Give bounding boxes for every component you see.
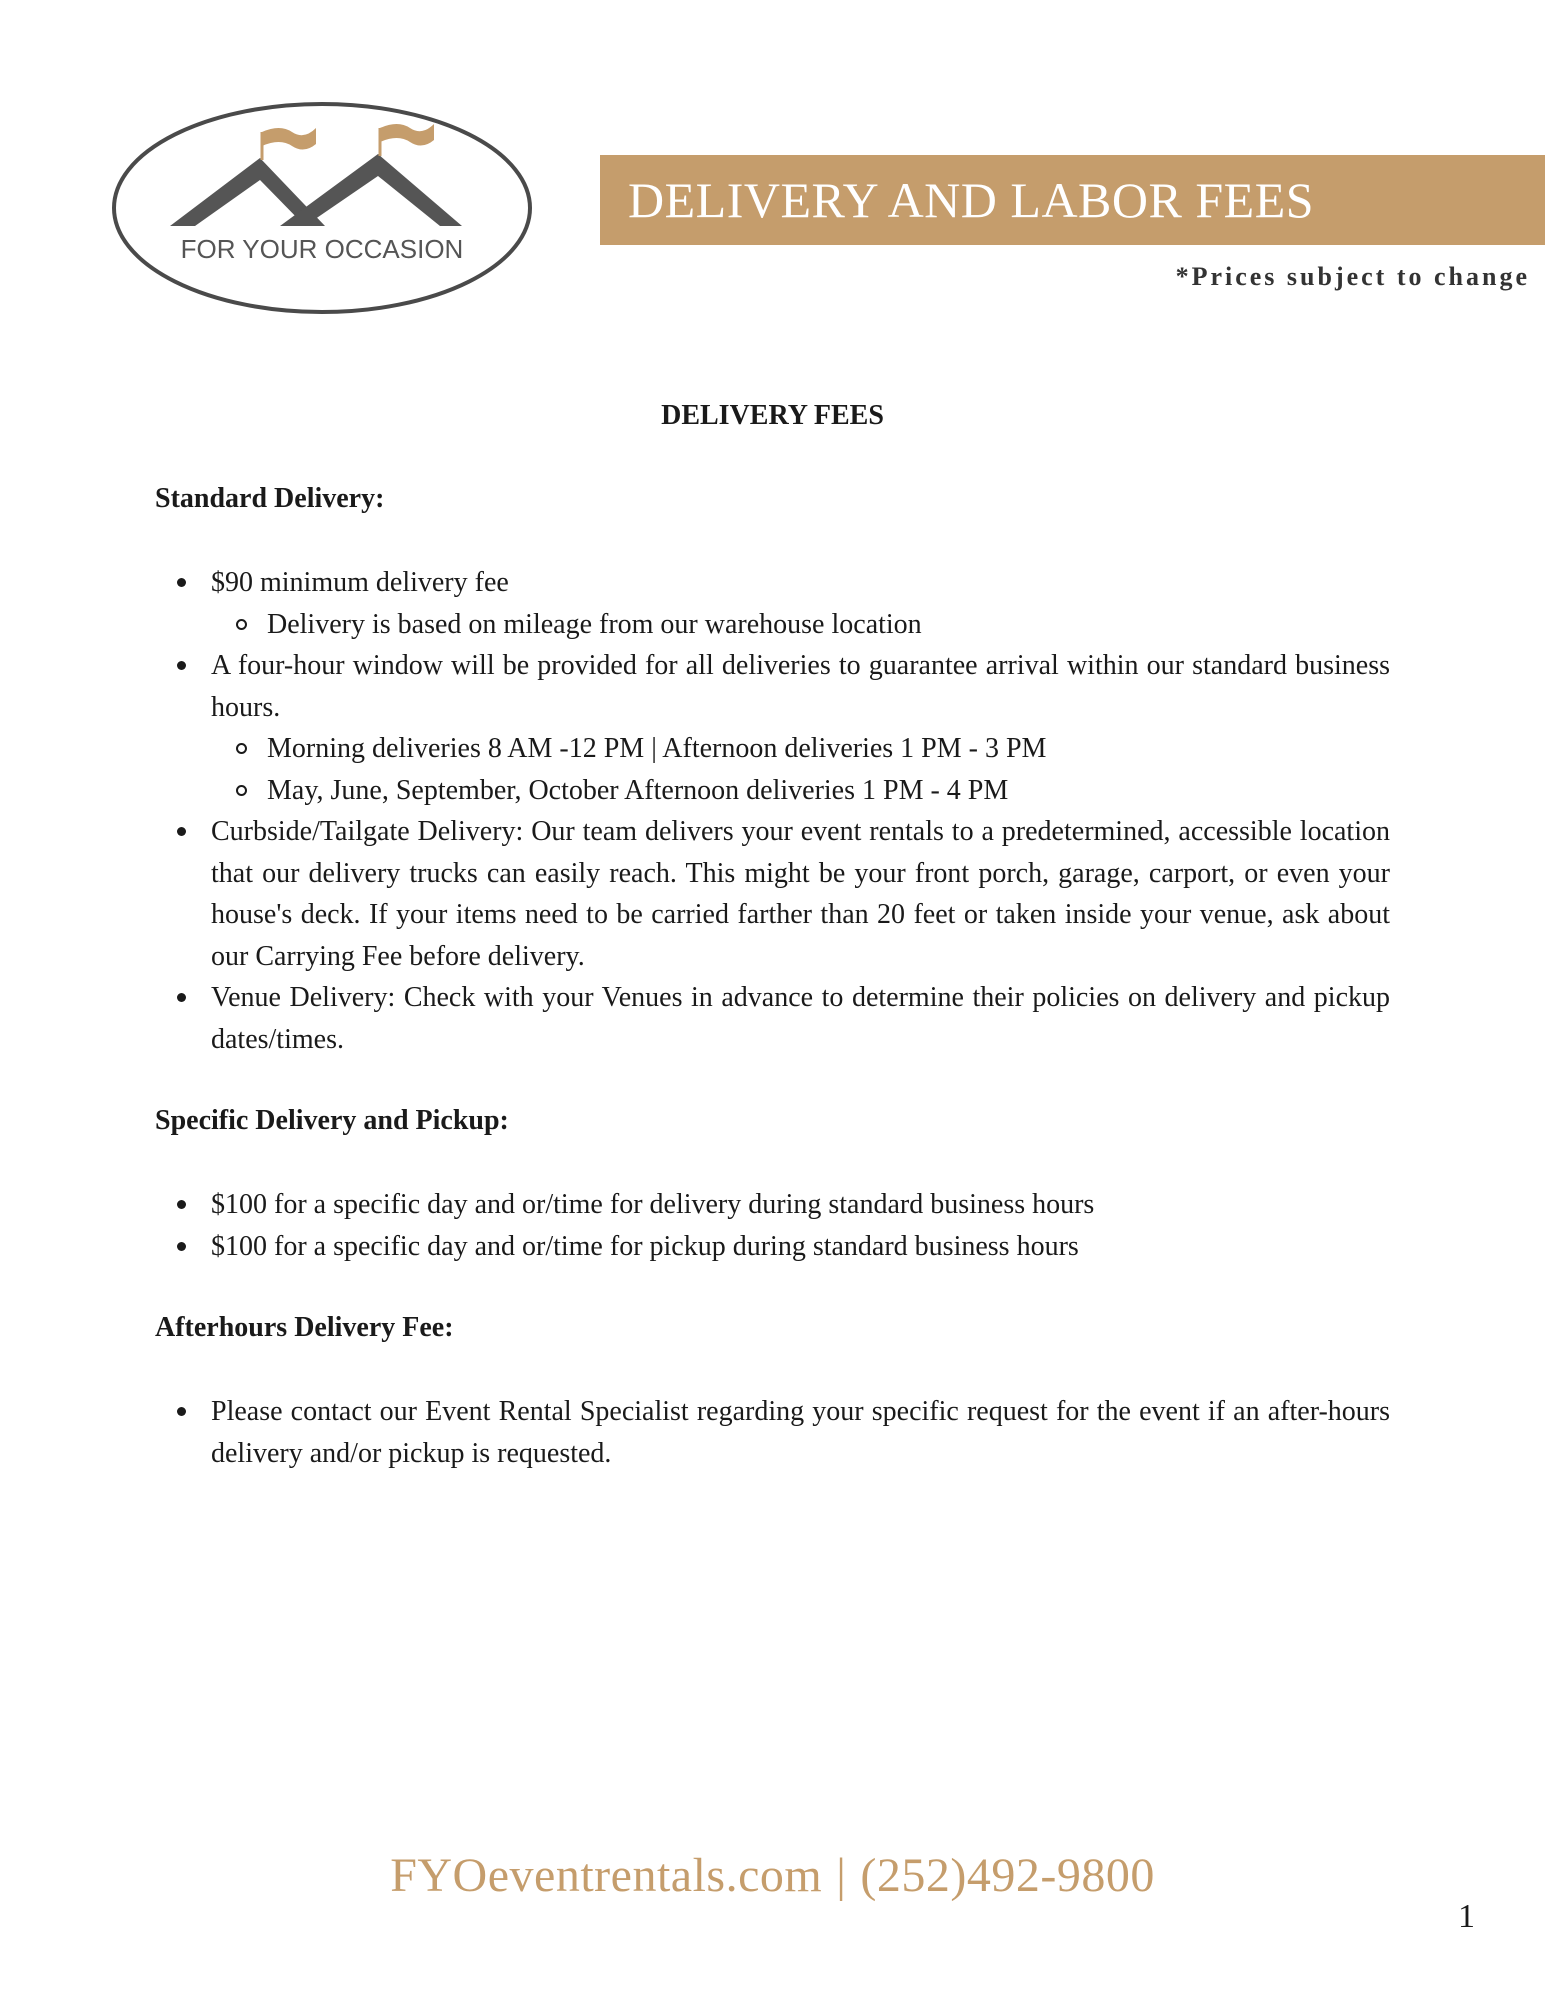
page-title: DELIVERY AND LABOR FEES (600, 155, 1545, 245)
phone-number[interactable]: (252)492-9800 (860, 1849, 1155, 1902)
list-item (155, 562, 1390, 645)
sub-list (211, 728, 1390, 811)
bullet-list (155, 1391, 1390, 1474)
logo-text: FOR YOUR OCCASION (180, 234, 464, 264)
group-heading: Specific Delivery and Pickup: (155, 1105, 509, 1136)
list-item: Please contact our Event Rental Specialist regarding your specific request for the event if an after-hours delivery and/or pickup is requested. (155, 1391, 1390, 1474)
section-title: DELIVERY FEES (661, 400, 884, 431)
bullet-list (155, 1184, 1390, 1267)
group-heading: Afterhours Delivery Fee: (155, 1312, 454, 1343)
sub-list-item: Delivery is based on mileage from our warehouse location (211, 604, 1390, 646)
footer-contact (0, 1848, 1545, 1903)
website-link[interactable]: FYOeventrentals.com (390, 1849, 823, 1902)
sub-list-item: May, June, September, October Afternoon deliveries 1 PM - 4 PM (211, 770, 1390, 812)
list-item: Venue Delivery: Check with your Venues in advance to determine their policies on delivery and pickup dates/times. (155, 977, 1390, 1060)
sub-list (211, 604, 1390, 646)
group-specific-delivery (155, 1100, 1390, 1267)
list-item (155, 645, 1390, 811)
item-text: A four-hour window will be provided for all deliveries to guarantee arrival within our standard business hours. (211, 650, 1390, 723)
bullet-list (155, 562, 1390, 1060)
page-number: 1 (1458, 1898, 1475, 1935)
content (155, 478, 1390, 1514)
group-standard-delivery (155, 478, 1390, 1060)
group-heading: Standard Delivery: (155, 483, 385, 514)
prices-note: *Prices subject to change (1175, 262, 1530, 291)
footer-separator: | (836, 1849, 847, 1902)
list-item: $100 for a specific day and or/time for pickup during standard business hours (155, 1226, 1390, 1268)
list-item: Curbside/Tailgate Delivery: Our team delivers your event rentals to a predetermined, accessible location that our delivery trucks can easily reach. This might be your front porch, garage, carport, or even your house's deck. If your items need to be carried farther than 20 feet or taken inside your venue, ask about our Carrying Fee before delivery. (155, 811, 1390, 977)
item-text: $90 minimum delivery fee (211, 567, 509, 598)
list-item: $100 for a specific day and or/time for delivery during standard business hours (155, 1184, 1390, 1226)
sub-list-item: Morning deliveries 8 AM -12 PM | Afternoon deliveries 1 PM - 3 PM (211, 728, 1390, 770)
company-logo (110, 98, 535, 318)
group-afterhours (155, 1307, 1390, 1474)
